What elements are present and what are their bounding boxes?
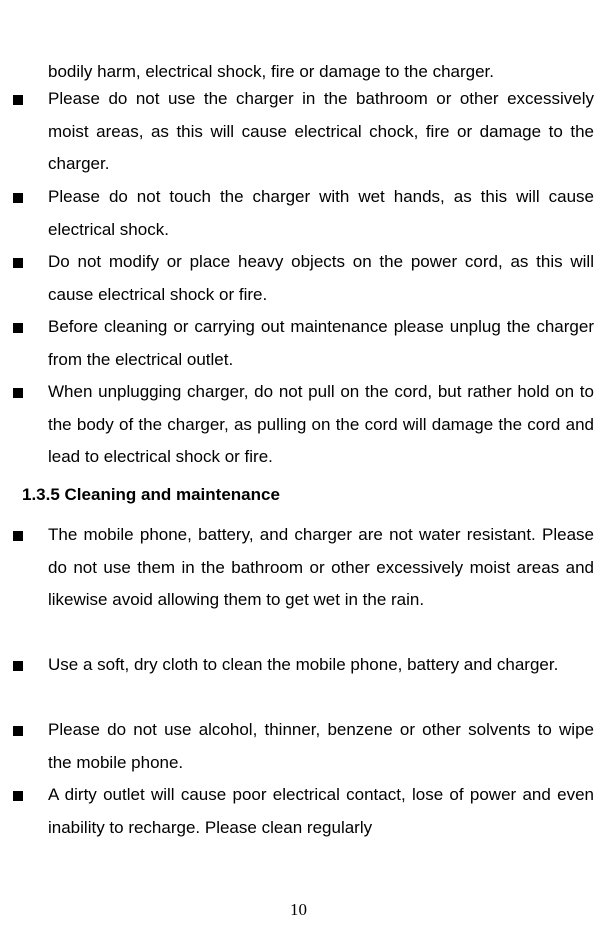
bullet-square-icon: [13, 726, 23, 736]
list-item-text: Please do not use alcohol, thinner, benzene or other solvents to wipe the mobile phone.: [48, 720, 594, 772]
list-item: [48, 519, 594, 617]
bullet-square-icon: [13, 258, 23, 268]
list-item: [48, 311, 594, 376]
bullet-square-icon: [13, 323, 23, 333]
bullet-square-icon: [13, 661, 23, 671]
list-item-text: Before cleaning or carrying out maintenance please unplug the charger from the electrical outlet.: [48, 317, 594, 369]
bullet-square-icon: [13, 95, 23, 105]
page-number: 10: [290, 900, 307, 919]
list-item: [48, 649, 594, 682]
list-item-text: Please do not use the charger in the bathroom or other excessively moist areas, as this will cause electrical chock, fire or damage to the charger.: [48, 89, 594, 173]
list-item: [48, 83, 594, 181]
list-item-text: A dirty outlet will cause poor electrical contact, lose of power and even inability to recharge. Please clean regularly: [48, 785, 594, 837]
bullet-square-icon: [13, 791, 23, 801]
list-item-text: Use a soft, dry cloth to clean the mobile phone, battery and charger.: [48, 655, 559, 674]
list-item-text: Do not modify or place heavy objects on the power cord, as this will cause electrical shock or fire.: [48, 252, 594, 304]
bullet-square-icon: [13, 531, 23, 541]
list-item: [48, 181, 594, 246]
list-item-text: The mobile phone, battery, and charger are not water resistant. Please do not use them in the bathroom or other excessively moist areas and likewise avoid allowing them to get wet in the rain.: [48, 525, 594, 609]
bullet-square-icon: [13, 193, 23, 203]
continuation-text: bodily harm, electrical shock, fire or damage to the charger.: [48, 62, 494, 81]
bullet-square-icon: [13, 388, 23, 398]
list-item: [48, 714, 594, 779]
list-item: [48, 246, 594, 311]
list-item: [48, 779, 594, 844]
list-item: [48, 376, 594, 474]
list-item-text: When unplugging charger, do not pull on the cord, but rather hold on to the body of the charger, as pulling on the cord will damage the cord and lead to electrical shock or fire.: [48, 382, 594, 466]
list-item-text: Please do not touch the charger with wet hands, as this will cause electrical shock.: [48, 187, 594, 239]
section-heading: 1.3.5 Cleaning and maintenance: [22, 485, 280, 504]
